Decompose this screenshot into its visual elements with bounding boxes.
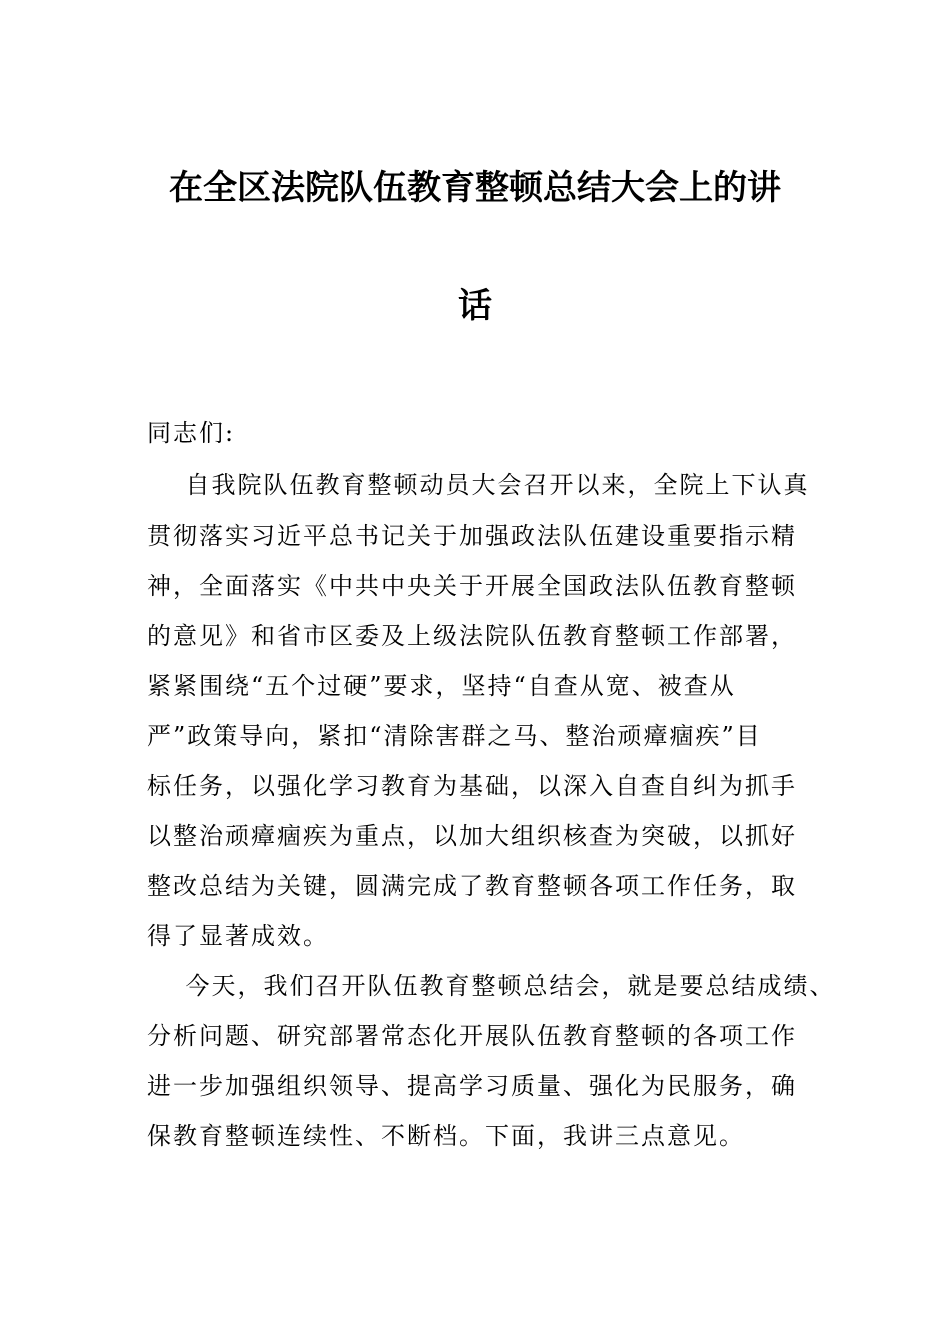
paragraph-line: 紧紧围绕“五个过硬”要求，坚持“自查从宽、被查从 [147,672,736,700]
salutation: 同志们: [147,419,236,447]
paragraph-line: 分析问题、研究部署常态化开展队伍教育整顿的各项工作 [147,1022,797,1050]
paragraph-line: 得了显著成效。 [147,922,329,950]
document-title-line-2: 话 [458,286,492,326]
paragraph-line: 标任务，以强化学习教育为基础，以深入自查自纠为抓手 [147,772,797,800]
paragraph-line: 保教育整顿连续性、不断档。下面，我讲三点意见。 [147,1122,745,1150]
paragraph-line: 贯彻落实习近平总书记关于加强政法队伍建设重要指示精 [147,522,797,550]
paragraph-line: 自我院队伍教育整顿动员大会召开以来，全院上下认真 [147,471,810,499]
paragraph-line: 整改总结为关键，圆满完成了教育整顿各项工作任务，取 [147,872,797,900]
paragraph-line: 严”政策导向，紧扣“清除害群之马、整治顽瘴痼疾”目 [147,722,762,750]
paragraph-line: 的意见》和省市区委及上级法院队伍教育整顿工作部署， [147,622,797,650]
paragraph-line: 进一步加强组织领导、提高学习质量、强化为民服务，确 [147,1072,797,1100]
document-title-line-1: 在全区法院队伍教育整顿总结大会上的讲 [169,168,781,208]
paragraph-line: 以整治顽瘴痼疾为重点，以加大组织核查为突破，以抓好 [147,822,797,850]
paragraph-line: 神，全面落实《中共中央关于开展全国政法队伍教育整顿 [147,572,797,600]
paragraph-line: 今天，我们召开队伍教育整顿总结会，就是要总结成绩、 [147,972,836,1000]
